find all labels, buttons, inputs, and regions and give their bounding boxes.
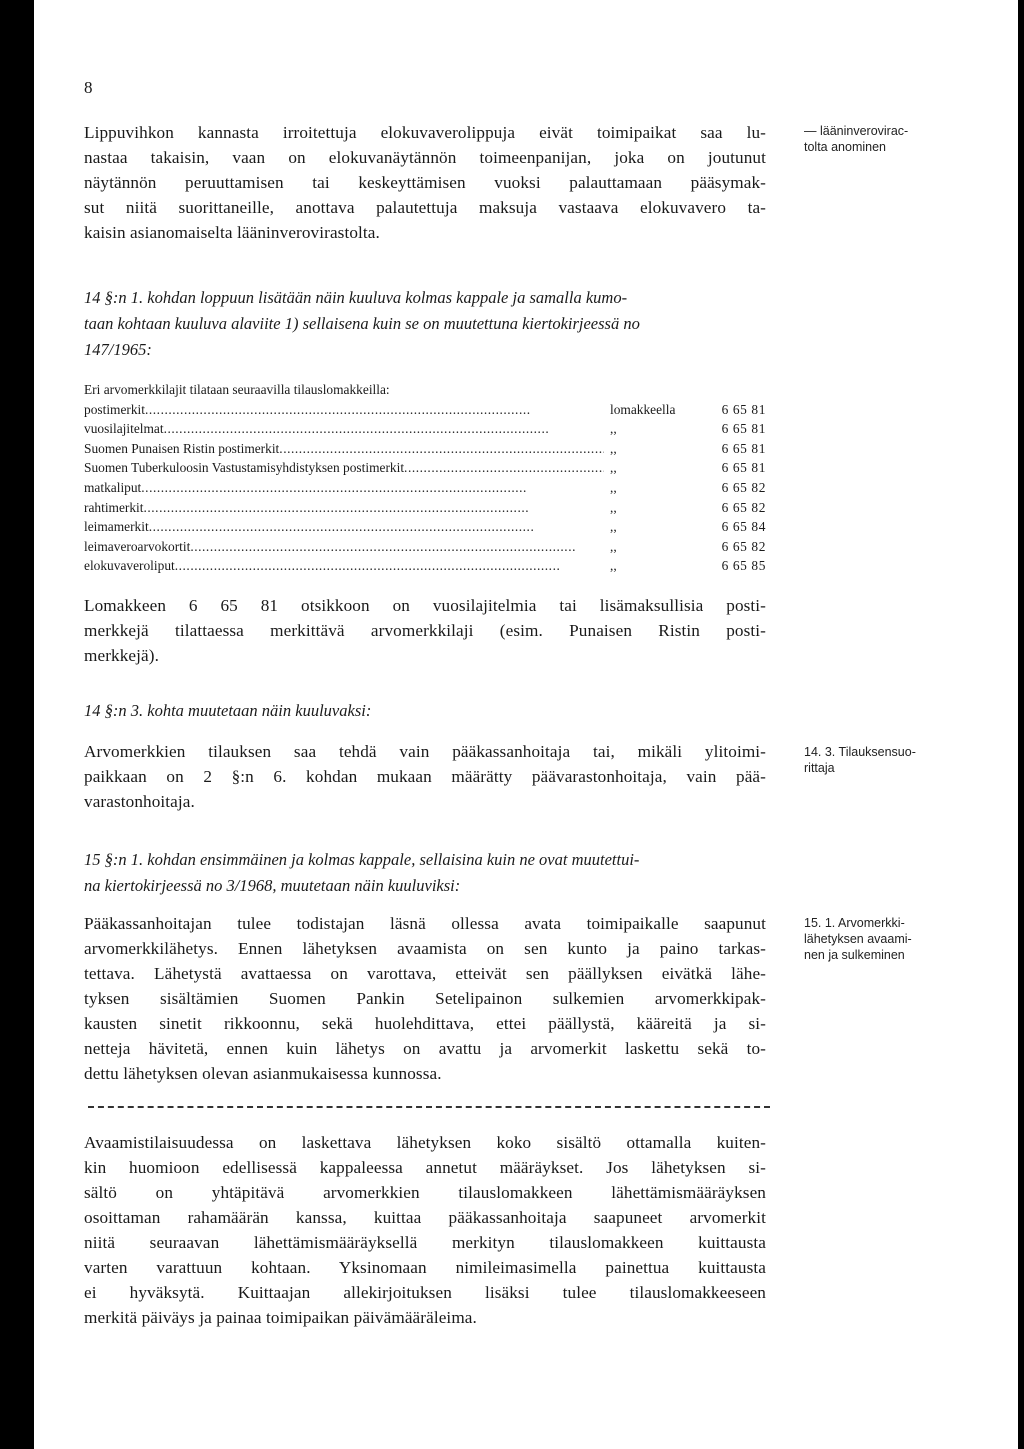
text-line: tyksen sisältämien Suomen Pankin Setelipainon sulkemien arvomerkkipak-: [84, 989, 766, 1008]
stamp-type-cell: Suomen Punaisen Ristin postimerkit: [84, 440, 280, 456]
text-line: sältö on yhtäpitävä arvomerkkien tilauslomakkeen lähettämismääräyksen: [84, 1183, 766, 1202]
text-line: kaisin asianomaiselta lääninverovirastolta.: [84, 223, 380, 242]
text-line: Lippuvihkon kannasta irroitettuja elokuvaverolippuja eivät toimipaikat saa lu-: [84, 123, 766, 142]
form-note-paragraph: [84, 593, 766, 668]
text-line: näytännön peruuttamisen tai keskeyttämisen vuoksi palauttamaan pääsymak-: [84, 173, 766, 192]
document-page: [34, 0, 1018, 1449]
dot-leader: [141, 478, 604, 498]
method-cell: lomakkeella: [610, 401, 676, 417]
margin-note-14-3: [804, 744, 916, 776]
table-row: [84, 556, 766, 576]
table-row: [84, 537, 766, 557]
table-row: [84, 517, 766, 537]
text-line: Avaamistilaisuudessa on laskettava lähetyksen koko sisältö ottamalla kuiten-: [84, 1133, 766, 1152]
heading-line: na kiertokirjeessä no 3/1968, muutetaan näin kuuluviksi:: [84, 876, 461, 895]
amendment-heading-14-1: [84, 285, 774, 363]
table-row: [84, 419, 766, 439]
table-row: [84, 439, 766, 459]
text-line: varastonhoitaja.: [84, 792, 195, 811]
form-number-cell: 6 65 82: [721, 538, 766, 554]
text-line: nastaa takaisin, vaan on elokuvanäytännön toimeenpanijan, joka on joutunut: [84, 148, 766, 167]
amendment-heading-14-3: [84, 698, 371, 724]
stamp-type-cell: matkaliput: [84, 479, 142, 495]
heading-line: taan kohtaan kuuluva alaviite 1) sellaisena kuin se on muutettuna kiertokirjeessä no: [84, 314, 640, 333]
text-line: merkitä päiväys ja painaa toimipaikan päivämääräleima.: [84, 1308, 477, 1327]
amendment-heading-15-1: [84, 847, 774, 899]
text-line: merkkejä tilattaessa merkittävä arvomerkkilaji (esim. Punaisen Ristin posti-: [84, 621, 766, 640]
text-line: kausten sinetit rikkoonnu, sekä huolehdittava, ettei päällystä, kääreitä ja si-: [84, 1014, 766, 1033]
table-row: [84, 478, 766, 498]
method-cell: ,,: [610, 499, 617, 515]
dot-leader: [279, 439, 604, 459]
dot-leader: [404, 458, 604, 478]
dot-leader: [175, 556, 604, 576]
paragraph-15-1: [84, 911, 766, 1086]
method-cell: ,,: [610, 421, 617, 437]
heading-line: 14 §:n 1. kohdan loppuun lisätään näin kuuluva kolmas kappale ja samalla kumo-: [84, 288, 628, 307]
stamp-type-cell: postimerkit: [84, 401, 145, 417]
text-line: tettava. Lähetystä avattaessa on varottava, etteivät sen päällyksen eivätkä lähe-: [84, 964, 766, 983]
table-rows: [84, 400, 766, 576]
margin-line: 15. 1. Arvomerkki-: [804, 916, 905, 930]
method-cell: ,,: [610, 440, 617, 456]
form-number-cell: 6 65 81: [721, 460, 766, 476]
heading-line: 147/1965:: [84, 340, 152, 359]
form-number-cell: 6 65 85: [721, 558, 766, 574]
text-line: Arvomerkkien tilauksen saa tehdä vain pääkassanhoitaja tai, mikäli ylitoimi-: [84, 742, 766, 761]
stamp-type-cell: elokuvaveroliput: [84, 558, 175, 574]
margin-note-intro: [804, 123, 908, 155]
page-number: 8: [84, 78, 93, 97]
margin-line: rittaja: [804, 761, 835, 775]
stamp-type-cell: rahtimerkit: [84, 499, 144, 515]
dot-leader: [144, 498, 605, 518]
margin-line: nen ja sulkeminen: [804, 948, 905, 962]
text-line: arvomerkkilähetys. Ennen lähetyksen avaamista on sen kunto ja paino tarkas-: [84, 939, 766, 958]
text-line: varten varattuun kohtaan. Yksinomaan nimileimasimella painettua kuittausta: [84, 1258, 766, 1277]
form-number-cell: 6 65 81: [721, 401, 766, 417]
paragraph-14-3: [84, 739, 766, 814]
table-row: [84, 498, 766, 518]
method-cell: ,,: [610, 479, 617, 495]
text-line: Lomakkeen 6 65 81 otsikkoon on vuosilajitelmia tai lisämaksullisia posti-: [84, 596, 766, 615]
form-number-cell: 6 65 84: [721, 519, 766, 535]
form-number-cell: 6 65 82: [721, 499, 766, 515]
table-intro: Eri arvomerkkilajit tilataan seuraavilla tilauslomakkeilla:: [84, 382, 390, 397]
heading-line: 15 §:n 1. kohdan ensimmäinen ja kolmas kappale, sellaisina kuin ne ovat muutettui-: [84, 850, 640, 869]
form-number-cell: 6 65 82: [721, 479, 766, 495]
text-line: ei hyväksytä. Kuittaajan allekirjoituksen lisäksi tulee tilauslomakkeeseen: [84, 1283, 766, 1302]
table-row: [84, 400, 766, 420]
form-number-cell: 6 65 81: [721, 421, 766, 437]
table-row: [84, 458, 766, 478]
method-cell: ,,: [610, 460, 617, 476]
order-form-table: [84, 380, 766, 576]
dot-leader: [149, 517, 604, 537]
text-line: sut niitä suorittaneille, anottava palautettuja maksuja vastaava elokuvavero ta-: [84, 198, 766, 217]
text-line: dettu lähetyksen olevan asianmukaisessa kunnossa.: [84, 1064, 442, 1083]
method-cell: ,,: [610, 538, 617, 554]
margin-line: lähetyksen avaami-: [804, 932, 912, 946]
text-line: Pääkassanhoitajan tulee todistajan läsnä ollessa avata toimipaikalle saapunut: [84, 914, 766, 933]
margin-note-15-1: [804, 915, 912, 963]
intro-paragraph: [84, 120, 766, 245]
form-number-cell: 6 65 81: [721, 440, 766, 456]
stamp-type-cell: leimaveroarvokortit: [84, 538, 191, 554]
margin-line: 14. 3. Tilauksensuo-: [804, 745, 916, 759]
margin-line: tolta anominen: [804, 140, 887, 154]
method-cell: ,,: [610, 558, 617, 574]
dashed-divider: [88, 1106, 770, 1108]
dot-leader: [164, 419, 604, 439]
heading-line: 14 §:n 3. kohta muutetaan näin kuuluvaksi:: [84, 701, 372, 720]
stamp-type-cell: vuosilajitelmat: [84, 421, 164, 437]
text-line: niitä seuraavan lähettämismääräyksellä merkityn tilauslomakkeen kuittausta: [84, 1233, 766, 1252]
stamp-type-cell: Suomen Tuberkuloosin Vastustamisyhdistyksen postimerkit: [84, 460, 405, 476]
text-line: merkkejä).: [84, 646, 159, 665]
dot-leader: [145, 400, 604, 420]
margin-line: — lääninverovirас-: [804, 124, 909, 138]
text-line: paikkaan on 2 §:n 6. kohdan mukaan määrätty päävarastonhoitaja, vain pää-: [84, 767, 766, 786]
text-line: kin huomioon edellisessä kappaleessa annetut määräykset. Jos lähetyksen si-: [84, 1158, 766, 1177]
text-line: netteja hävitetä, ennen kuin lähetys on avattu ja arvomerkit laskettu sekä to-: [84, 1039, 766, 1058]
dot-leader: [190, 537, 604, 557]
paragraph-final: [84, 1130, 766, 1330]
stamp-type-cell: leimamerkit: [84, 519, 149, 535]
method-cell: ,,: [610, 519, 617, 535]
text-line: osoittaman rahamäärän kanssa, kuittaa pääkassanhoitaja saapuneet arvomerkit: [84, 1208, 766, 1227]
